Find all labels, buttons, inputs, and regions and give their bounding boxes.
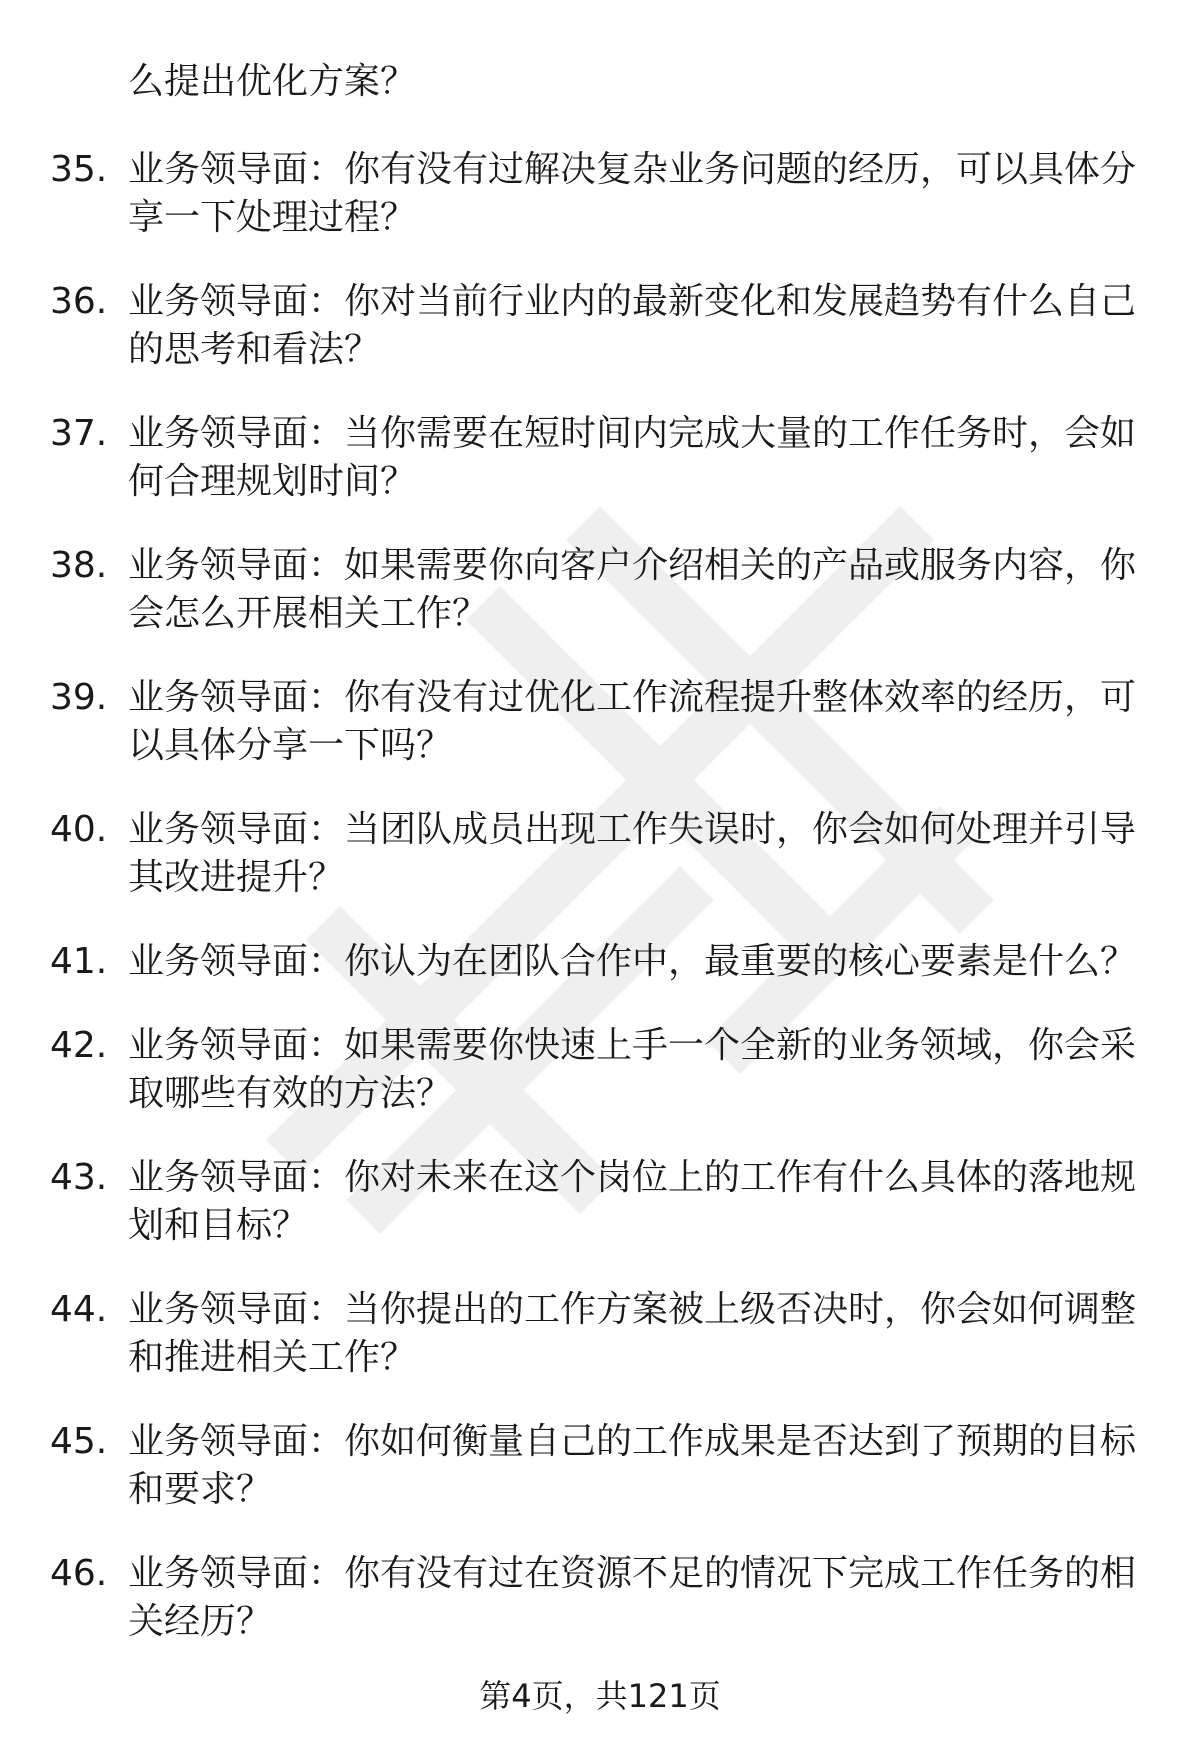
question-item: [50, 410, 1150, 506]
question-item: [50, 806, 1150, 902]
question-text: 业务领导面：你有没有过在资源不足的情况下完成工作任务的相关经历？: [128, 1553, 1137, 1642]
question-number: 35.: [50, 149, 108, 190]
question-item: [50, 938, 1150, 986]
question-text: 业务领导面：你对当前行业内的最新变化和发展趋势有什么自己的思考和看法？: [128, 281, 1137, 370]
question-number: 36.: [50, 281, 108, 322]
question-text: 业务领导面：你有没有过解决复杂业务问题的经历，可以具体分享一下处理过程？: [128, 149, 1137, 238]
question-item: [50, 1022, 1150, 1118]
question-text: 业务领导面：如果需要你向客户介绍相关的产品或服务内容，你会怎么开展相关工作？: [128, 545, 1137, 634]
question-text: 业务领导面：当你需要在短时间内完成大量的工作任务时，会如何合理规划时间？: [128, 413, 1137, 502]
question-item: [50, 1418, 1150, 1514]
question-number: 39.: [50, 677, 108, 718]
question-list: [50, 146, 1150, 1682]
question-item: [50, 278, 1150, 374]
question-text: 业务领导面：你如何衡量自己的工作成果是否达到了预期的目标和要求？: [128, 1421, 1137, 1510]
question-item: [50, 542, 1150, 638]
question-item: [50, 1154, 1150, 1250]
question-item: [50, 146, 1150, 242]
question-item: [50, 674, 1150, 770]
question-text: 业务领导面：你对未来在这个岗位上的工作有什么具体的落地规划和目标？: [128, 1157, 1137, 1246]
page-footer: 第4页，共121页: [479, 1677, 721, 1715]
question-text: 业务领导面：你认为在团队合作中，最重要的核心要素是什么？: [128, 941, 1137, 982]
question-number: 37.: [50, 413, 108, 454]
question-number: 43.: [50, 1157, 108, 1198]
question-item: [50, 1550, 1150, 1646]
question-item: [50, 1286, 1150, 1382]
question-text: 业务领导面：当团队成员出现工作失误时，你会如何处理并引导其改进提升？: [128, 809, 1137, 898]
question-number: 45.: [50, 1421, 108, 1462]
question-text: 业务领导面：如果需要你快速上手一个全新的业务领域，你会采取哪些有效的方法？: [128, 1025, 1137, 1114]
question-text: 业务领导面：你有没有过优化工作流程提升整体效率的经历，可以具体分享一下吗？: [128, 677, 1137, 766]
question-number: 46.: [50, 1553, 108, 1594]
question-text: 业务领导面：当你提出的工作方案被上级否决时，你会如何调整和推进相关工作？: [128, 1289, 1137, 1378]
question-number: 40.: [50, 809, 108, 850]
question-number: 38.: [50, 545, 108, 586]
question-number: 44.: [50, 1289, 108, 1330]
question-number: 42.: [50, 1025, 108, 1066]
question-number: 41.: [50, 941, 108, 982]
continuation-text: 么提出优化方案？: [128, 61, 417, 102]
